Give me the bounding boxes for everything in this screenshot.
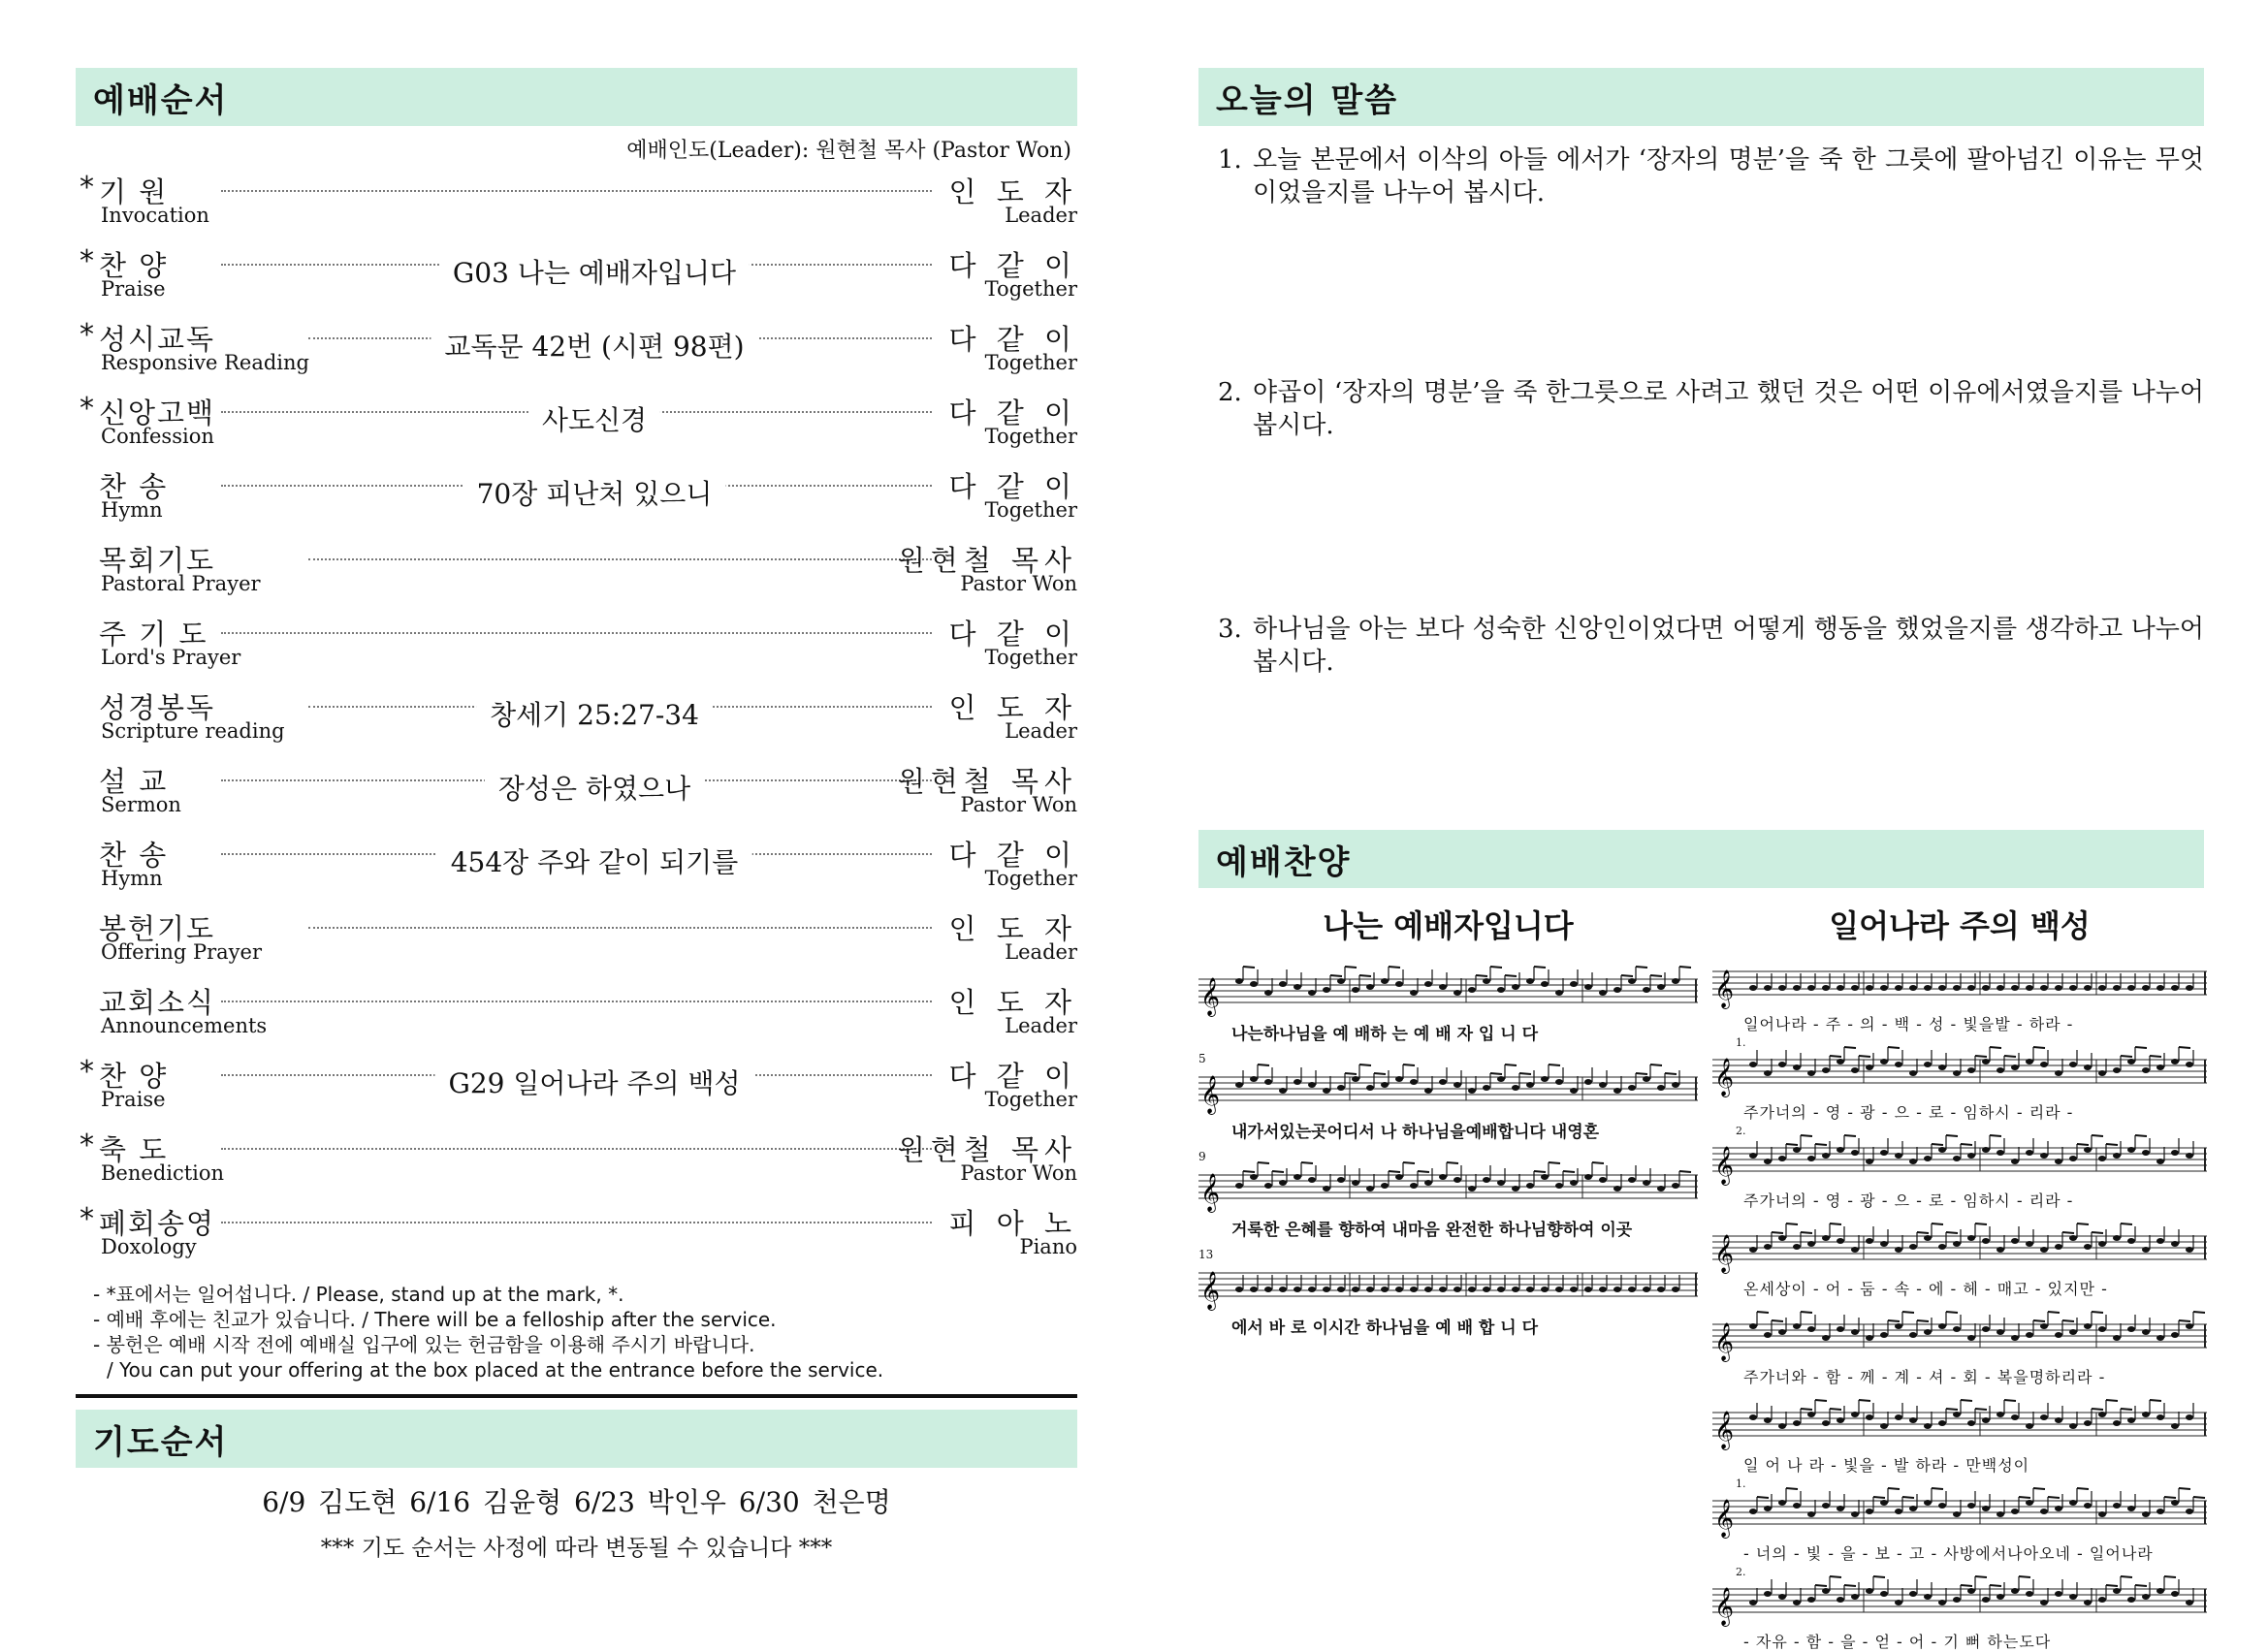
music-staff (1712, 958, 2207, 1012)
lyrics-line: 에서 바 로 이시간 하나님을 예 배 합 니 다 (1231, 1318, 1539, 1338)
hymn-2-title: 일어나라 주의 백성 (1829, 907, 2091, 944)
item-responsible: 다 같 이 (948, 839, 1077, 872)
item-detail: G03 나는 예배자입니다 (439, 252, 750, 291)
staff-system (1712, 1213, 2207, 1299)
item-responsible-english: Leader (1005, 1014, 1077, 1037)
item-korean: 목회기도 (99, 544, 216, 577)
stand-mark: * (80, 318, 94, 352)
hymn-1-score (1198, 954, 1698, 1338)
item-responsible-english: Together (984, 646, 1077, 669)
item-korean: 기 원 (99, 175, 169, 208)
lyrics-line: 주가너의 - 영 - 광 - 으 - 로 - 임하시 - 리라 - (1743, 1103, 2074, 1122)
lyrics-line: 주가너의 - 영 - 광 - 으 - 로 - 임하시 - 리라 - (1743, 1191, 2074, 1210)
lyrics-line: 내가서있는곳어디서 나 하나님을예배합니다 내영혼 (1231, 1123, 1600, 1142)
item-korean: 봉헌기도 (99, 912, 216, 945)
order-row (76, 904, 1077, 977)
staff-system (1198, 1248, 1698, 1338)
item-english: Offering Prayer (101, 940, 262, 964)
question-text: 하나님을 아는 보다 성숙한 신앙인이었다면 어떻게 행동을 했었을지를 생각하고 나누어 봅시다. (1253, 615, 2204, 677)
order-row (76, 240, 1077, 314)
order-row (76, 609, 1077, 683)
item-korean: 주 기 도 (99, 618, 208, 651)
worship-order-header (76, 68, 1077, 126)
question-number: 2. (1218, 378, 1242, 407)
svg-text:𝄞: 𝄞 (1714, 1499, 1735, 1538)
svg-text:𝄞: 𝄞 (1200, 1173, 1221, 1212)
note-line: - *표에서는 일어섭니다. / Please, stand up at the mark, *. (93, 1283, 624, 1306)
order-row (76, 1051, 1077, 1125)
item-english: Doxology (101, 1235, 197, 1258)
order-row (76, 535, 1077, 609)
music-staff (1712, 1575, 2207, 1630)
item-korean: 성시교독 (99, 323, 216, 356)
measure-number: 5 (1198, 1052, 1206, 1065)
volta-ending: 1. (1736, 1036, 1746, 1049)
lyrics-line: 나는하나님을 예 배하 는 예 배 자 입 니 다 (1231, 1025, 1539, 1044)
item-detail: 454장 주와 같이 되기를 (437, 842, 752, 880)
item-responsible: 다 같 이 (948, 1060, 1077, 1093)
item-responsible-english: Together (984, 1088, 1077, 1111)
hymn-sheet-2 (1712, 902, 2207, 1652)
lyrics-line: - 너의 - 빛 - 을 - 보 - 고 - 사방에서나아오네 - 일어나라 (1743, 1544, 2154, 1563)
question-1 (1198, 143, 2204, 209)
staff-system (1712, 948, 2207, 1034)
order-row (76, 830, 1077, 904)
order-row (76, 977, 1077, 1051)
item-english: Hymn (101, 498, 163, 522)
praise-title: 예배찬양 (1216, 842, 1352, 882)
prayer-order-title: 기도순서 (93, 1422, 229, 1462)
music-staff (1198, 1064, 1698, 1118)
svg-text:𝄞: 𝄞 (1714, 1058, 1735, 1096)
lyrics-line: 거룩한 은혜를 향하여 내마음 완전한 하나님향하여 이곳 (1231, 1221, 1633, 1240)
item-korean: 교회소식 (99, 986, 216, 1019)
order-row (76, 461, 1077, 535)
item-responsible-english: Piano (1019, 1235, 1077, 1258)
item-korean: 신앙고백 (99, 397, 216, 429)
staff-system (1198, 1052, 1698, 1142)
item-detail: 사도신경 (528, 399, 660, 438)
music-staff (1198, 1161, 1698, 1216)
lyrics-line: 온세상이 - 어 - 둠 - 속 - 에 - 헤 - 매고 - 있지만 - (1743, 1280, 2108, 1298)
staff-system (1712, 1389, 2207, 1476)
lyrics-line: 일어나라 - 주 - 의 - 백 - 성 - 빛을발 - 하라 - (1743, 1015, 2074, 1033)
worship-order-column (76, 68, 1077, 1562)
order-row (76, 1125, 1077, 1198)
lyrics-line: - 자유 - 함 - 을 - 얻 - 어 - 기 뻐 하는도다 (1743, 1633, 2052, 1651)
item-responsible: 인 도 자 (948, 691, 1077, 724)
item-detail: G29 일어나라 주의 백성 (434, 1063, 753, 1101)
question-text: 오늘 본문에서 이삭의 아들 에서가 ‘장자의 명분’을 죽 한 그릇에 팔아넘긴 이유는 무엇이었을지를 나누어 봅시다. (1253, 145, 2204, 207)
volta-ending: 1. (1736, 1477, 1746, 1490)
order-row (76, 683, 1077, 756)
svg-text:𝄞: 𝄞 (1714, 1411, 1735, 1449)
staff-system (1712, 1301, 2207, 1387)
worship-order-list (76, 167, 1077, 1272)
notes (76, 1282, 1077, 1382)
item-korean: 찬 송 (99, 839, 169, 872)
hymn-sheet-1 (1198, 902, 1698, 1338)
prayer-order-header (76, 1410, 1077, 1468)
stand-mark: * (80, 244, 94, 278)
note-line: / You can put your offering at the box placed at the entrance before the service. (107, 1358, 884, 1382)
staff-system (1712, 1036, 2207, 1123)
music-staff (1712, 1487, 2207, 1541)
item-korean: 축 도 (99, 1133, 169, 1166)
item-responsible-english: Pastor Won (960, 1161, 1077, 1185)
question-3 (1198, 613, 2204, 679)
item-responsible-english: Together (984, 498, 1077, 522)
svg-text:𝄞: 𝄞 (1714, 1234, 1735, 1273)
item-english: Invocation (101, 204, 209, 227)
item-korean: 설 교 (99, 765, 169, 798)
section-divider (76, 1394, 1077, 1398)
item-detail: 창세기 25:27-34 (476, 694, 713, 733)
item-detail: 70장 피난처 있으니 (463, 473, 726, 512)
svg-text:𝄞: 𝄞 (1714, 969, 1735, 1008)
note-line: - 봉헌은 예배 시작 전에 예배실 입구에 있는 헌금함을 이용해 주시기 바랍니다. (93, 1333, 755, 1356)
item-english: Benediction (101, 1161, 225, 1185)
item-detail: 교독문 42번 (시편 98편) (431, 326, 757, 365)
stand-mark: * (80, 1055, 94, 1089)
measure-number: 9 (1198, 1150, 1206, 1163)
item-responsible: 원현철 목사 (897, 1133, 1077, 1166)
item-english: Praise (101, 277, 166, 301)
item-responsible-english: Together (984, 277, 1077, 301)
volta-ending: 2. (1736, 1566, 1746, 1578)
stand-mark: * (80, 171, 94, 205)
stand-mark: * (80, 392, 94, 426)
item-responsible-english: Leader (1005, 940, 1077, 964)
svg-text:𝄞: 𝄞 (1200, 977, 1221, 1016)
question-text: 야곱이 ‘장자의 명분’을 죽 한그릇으로 사려고 했던 것은 어떤 이유에서였을지를 나누어 봅시다. (1253, 378, 2204, 440)
item-english: Lord's Prayer (101, 646, 241, 669)
music-staff (1712, 1223, 2207, 1277)
svg-text:𝄞: 𝄞 (1200, 1271, 1221, 1310)
order-row (76, 1198, 1077, 1272)
item-english: Announcements (101, 1014, 268, 1037)
item-responsible: 다 같 이 (948, 397, 1077, 429)
item-english: Responsive Reading (101, 351, 309, 374)
order-row (76, 756, 1077, 830)
item-korean: 찬 양 (99, 249, 169, 282)
question-2 (1198, 376, 2204, 442)
item-english: Hymn (101, 867, 163, 890)
item-korean: 찬 양 (99, 1060, 169, 1093)
item-responsible-english: Together (984, 351, 1077, 374)
prayer-note: *** 기도 순서는 사정에 따라 변동될 수 있습니다 *** (320, 1536, 833, 1561)
hymn-2-score (1712, 948, 2207, 1652)
dotted-leader (221, 1148, 932, 1150)
music-staff (1712, 1046, 2207, 1100)
item-korean: 폐회송영 (99, 1207, 216, 1240)
item-responsible-english: Pastor Won (960, 572, 1077, 595)
note-line: - 예배 후에는 친교가 있습니다. / There will be a felloship after the service. (93, 1308, 777, 1331)
dotted-leader (221, 190, 932, 192)
order-row (76, 388, 1077, 461)
question-number: 3. (1218, 615, 1242, 644)
item-detail: 장성은 하였으나 (485, 768, 704, 807)
svg-text:𝄞: 𝄞 (1714, 1587, 1735, 1626)
item-english: Pastoral Prayer (101, 572, 261, 595)
item-english: Praise (101, 1088, 166, 1111)
item-english: Scripture reading (101, 719, 285, 743)
staff-system (1712, 1566, 2207, 1652)
music-staff (1712, 1311, 2207, 1365)
item-responsible-english: Together (984, 425, 1077, 448)
item-responsible: 다 같 이 (948, 323, 1077, 356)
svg-text:𝄞: 𝄞 (1714, 1146, 1735, 1185)
music-staff (1712, 1399, 2207, 1453)
prayer-schedule: 6/9 김도현 6/16 김윤형 6/23 박인우 6/30 천은명 (262, 1486, 891, 1518)
item-responsible: 피 아 노 (948, 1207, 1077, 1240)
item-korean: 찬 송 (99, 470, 169, 503)
item-english: Confession (101, 425, 214, 448)
dotted-leader (221, 632, 932, 634)
music-staff (1198, 1259, 1698, 1314)
order-row (76, 314, 1077, 388)
svg-text:𝄞: 𝄞 (1714, 1322, 1735, 1361)
dotted-leader (308, 558, 932, 560)
staff-system (1712, 1125, 2207, 1211)
staff-system (1198, 1150, 1698, 1240)
item-english: Sermon (101, 793, 181, 816)
staff-system (1198, 954, 1698, 1044)
item-responsible: 다 같 이 (948, 618, 1077, 651)
svg-text:𝄞: 𝄞 (1200, 1075, 1221, 1114)
dotted-leader (308, 927, 932, 929)
item-responsible: 다 같 이 (948, 470, 1077, 503)
stand-mark: * (80, 1128, 94, 1162)
item-responsible: 인 도 자 (948, 986, 1077, 1019)
staff-system (1712, 1477, 2207, 1564)
item-responsible: 다 같 이 (948, 249, 1077, 282)
item-responsible: 인 도 자 (948, 912, 1077, 945)
item-responsible-english: Pastor Won (960, 793, 1077, 816)
music-staff (1198, 966, 1698, 1020)
leader-line: 예배인도(Leader): 원현철 목사 (Pastor Won) (626, 139, 1071, 163)
lyrics-line: 일 어 나 라 - 빛을 - 발 하라 - 만백성이 (1743, 1456, 2030, 1475)
sermon-column (1198, 68, 2204, 1651)
stand-mark: * (80, 1202, 94, 1236)
volta-ending: 2. (1736, 1125, 1746, 1137)
hymn-1-title: 나는 예배자입니다 (1323, 907, 1574, 944)
question-number: 1. (1218, 145, 1242, 175)
music-staff (1712, 1134, 2207, 1189)
dotted-leader (221, 1001, 932, 1002)
praise-header (1198, 830, 2204, 888)
item-responsible-english: Leader (1005, 719, 1077, 743)
todays-word-header (1198, 68, 2204, 126)
item-responsible-english: Together (984, 867, 1077, 890)
item-responsible: 인 도 자 (948, 175, 1077, 208)
item-responsible: 원현철 목사 (897, 765, 1077, 798)
lyrics-line: 주가너와 - 함 - 께 - 계 - 셔 - 회 - 복을명하리라 - (1743, 1368, 2106, 1386)
item-responsible-english: Leader (1005, 204, 1077, 227)
todays-word-title: 오늘의 말씀 (1216, 80, 1399, 120)
worship-order-title: 예배순서 (93, 80, 229, 120)
order-row (76, 167, 1077, 240)
dotted-leader (221, 1222, 932, 1223)
measure-number: 13 (1198, 1248, 1214, 1261)
item-responsible: 원현철 목사 (897, 544, 1077, 577)
item-korean: 성경봉독 (99, 691, 216, 724)
